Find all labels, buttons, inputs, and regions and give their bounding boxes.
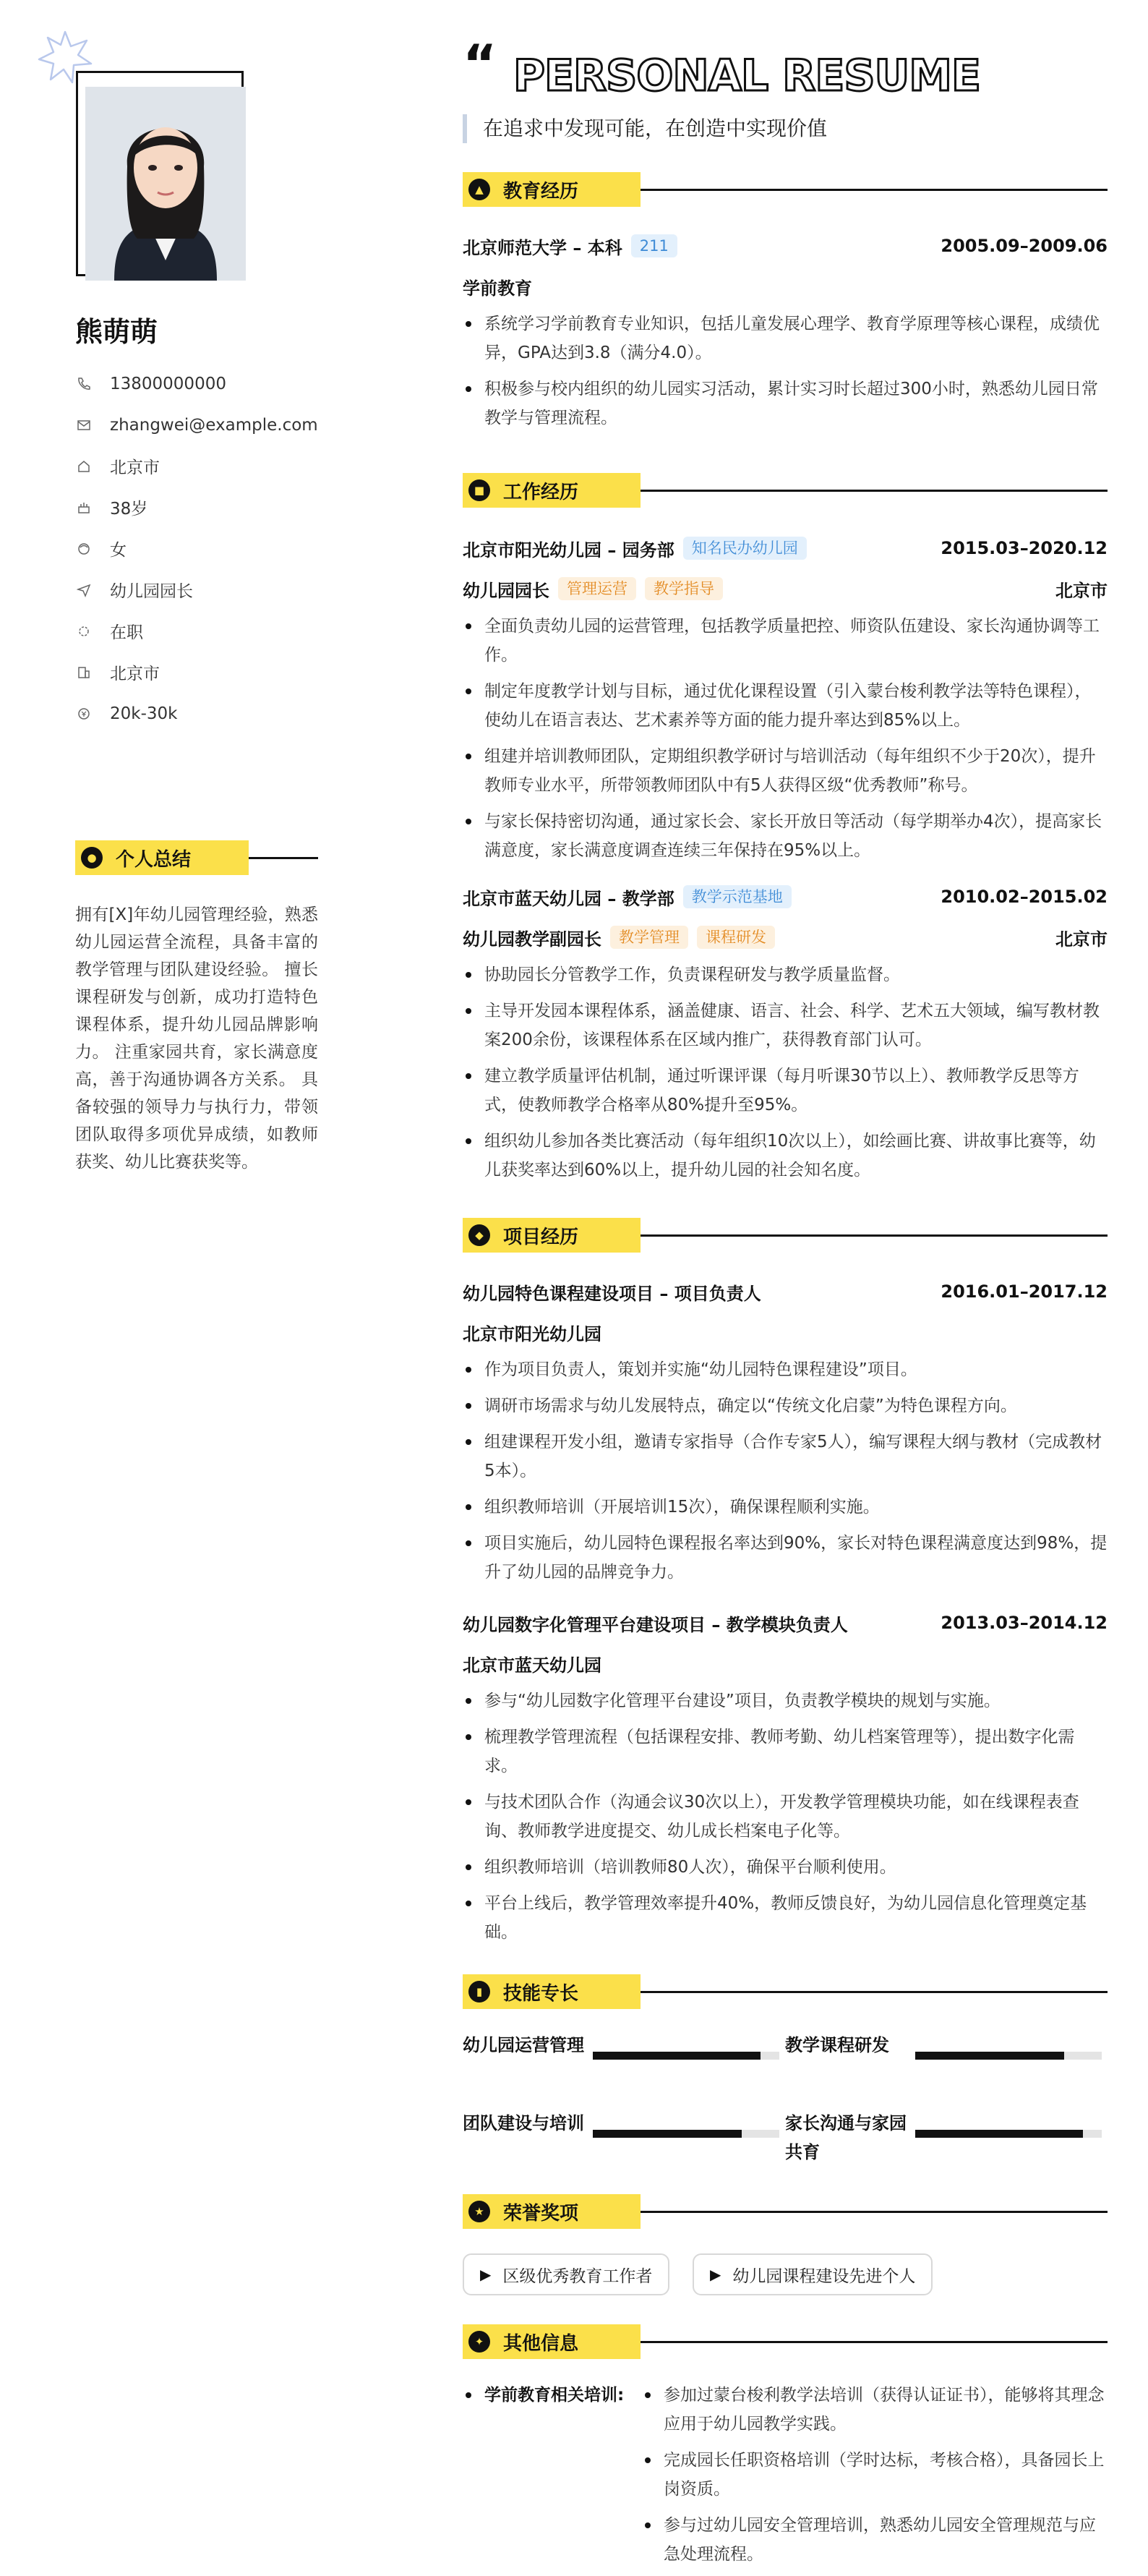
skill-item <box>463 2031 785 2103</box>
job-row <box>463 882 1108 911</box>
info-salary-value: 20k-30k <box>110 704 178 723</box>
divider <box>641 2341 1108 2343</box>
job-tag: 教学指导 <box>645 577 723 600</box>
award-icon: ★ <box>468 2201 490 2222</box>
skills-label <box>463 1974 641 2009</box>
project-name: 幼儿园数字化管理平台建设项目 – 教学模块负责人 <box>463 1614 848 1635</box>
job-city: 北京市 <box>1055 580 1108 601</box>
other-label-text <box>463 2381 651 2410</box>
honor-label: 幼儿园课程建设先进个人 <box>732 2266 916 2286</box>
other-bullets <box>642 2381 1108 2576</box>
divider <box>641 189 1108 191</box>
skill-name: 教学课程研发 <box>785 2035 889 2055</box>
list-item: 项目实施后，幼儿园特色课程报名率达到90%，家长对特色课程满意度达到98%，提升了幼儿园的品牌竞争力。 <box>463 1529 1108 1587</box>
bullet-dot <box>466 2392 471 2398</box>
job-org: 北京市阳光幼儿园 – 园务部 <box>463 539 674 560</box>
page-subtitle: 在追求中发现可能，在创造中实现价值 <box>463 114 827 143</box>
job-tag: 课程研发 <box>697 926 775 949</box>
person-icon: ● <box>81 847 103 869</box>
job-org: 北京市蓝天幼儿园 – 教学部 <box>463 888 674 909</box>
info-icon: ✦ <box>468 2331 490 2353</box>
info-email-value: zhangwei@example.com <box>110 415 318 435</box>
play-icon: ▶ <box>710 2266 721 2283</box>
list-item: 作为项目负责人，策划并实施“幼儿园特色课程建设”项目。 <box>463 1355 1108 1384</box>
education-section-header <box>463 172 1108 208</box>
project-row <box>463 1277 1108 1306</box>
job-bullets <box>463 612 1108 872</box>
honor-label: 区级优秀教育工作者 <box>502 2266 653 2286</box>
list-item: 协助园长分管教学工作，负责课程研发与教学质量监督。 <box>463 960 1108 989</box>
job-tag: 管理运营 <box>558 577 636 600</box>
avatar <box>85 87 246 281</box>
skill-bar-fill <box>593 2052 761 2060</box>
skills-section-header <box>463 1974 1108 2010</box>
list-item: 制定年度教学计划与目标，通过优化课程设置（引入蒙台梭利教学法等特色课程），使幼儿在语言表达、艺术素养等方面的能力提升率达到85%以上。 <box>463 677 1108 735</box>
play-icon: ▶ <box>480 2266 492 2283</box>
work-label <box>463 473 641 508</box>
info-status-value: 在职 <box>110 623 143 642</box>
list-item: 全面负责幼儿园的运营管理，包括教学质量把控、师资队伍建设、家长沟通协调等工作。 <box>463 612 1108 670</box>
sidebar <box>0 0 347 2576</box>
work-heading: 工作经历 <box>503 481 579 503</box>
graduation-cap-icon: ▲ <box>468 179 490 200</box>
info-salary <box>75 693 318 734</box>
briefcase-icon: ■ <box>468 479 490 501</box>
divider <box>249 857 318 859</box>
project-bullets <box>463 1355 1108 1594</box>
page-title: PERSONAL RESUME <box>513 51 980 101</box>
send-icon <box>75 581 93 599</box>
project-org: 北京市阳光幼儿园 <box>463 1323 601 1344</box>
skill-name: 幼儿园运营管理 <box>463 2035 584 2055</box>
honor-item <box>463 2253 669 2295</box>
list-item: 系统学习学前教育专业知识，包括儿童发展心理学、教育学原理等核心课程，成绩优异，GPA达到3.8（满分4.0）。 <box>463 310 1108 367</box>
skill-item <box>785 2109 1108 2181</box>
list-item: 参与“幼儿园数字化管理平台建设”项目，负责教学模块的规划与实施。 <box>463 1686 1108 1715</box>
work-section-header <box>463 473 1108 509</box>
info-position-value: 幼儿园园长 <box>110 582 193 601</box>
building-icon <box>75 664 93 681</box>
project-period: 2016.01–2017.12 <box>941 1281 1108 1302</box>
info-email <box>75 404 318 445</box>
skill-bar <box>915 2052 1102 2060</box>
divider <box>641 2211 1108 2213</box>
skill-bar-fill <box>593 2130 742 2138</box>
skill-bar-fill <box>915 2130 1083 2138</box>
info-status <box>75 610 318 652</box>
divider <box>641 490 1108 492</box>
job-row <box>463 534 1108 563</box>
list-item: 完成园长任职资格培训（学时达标，考核合格），具备园长上岗资质。 <box>642 2446 1108 2504</box>
honor-item <box>693 2253 933 2295</box>
divider <box>641 1234 1108 1237</box>
job-bullets <box>463 960 1108 1192</box>
skill-bar <box>593 2052 779 2060</box>
info-city-value: 北京市 <box>110 459 160 477</box>
list-item: 积极参与校内组织的幼儿园实习活动，累计实习时长超过300小时，熟悉幼儿园日常教学与管理流程。 <box>463 375 1108 432</box>
job-period: 2015.03–2020.12 <box>941 538 1108 558</box>
project-name: 幼儿园特色课程建设项目 – 项目负责人 <box>463 1283 761 1304</box>
summary-heading: 个人总结 <box>116 848 192 871</box>
education-period: 2005.09–2009.06 <box>941 236 1108 256</box>
other-heading: 其他信息 <box>503 2332 579 2355</box>
honors-section-header <box>463 2194 1108 2230</box>
other-category: 学前教育相关培训: <box>484 2386 625 2405</box>
project-bullets <box>463 1686 1108 1954</box>
list-item: 与技术团队合作（沟通会议30次以上），开发教学管理模块功能，如在线课程表查询、教师教学进度提交、幼儿成长档案电子化等。 <box>463 1788 1108 1846</box>
project-org: 北京市蓝天幼儿园 <box>463 1655 601 1676</box>
email-icon <box>75 417 93 434</box>
info-phone <box>75 363 318 404</box>
project-period: 2013.03–2014.12 <box>941 1613 1108 1633</box>
home-icon <box>75 458 93 475</box>
project-row <box>463 1608 1108 1637</box>
list-item: 建立教学质量评估机制，通过听课评课（每月听课30节以上）、教师教学反思等方式，使教师教学合格率从80%提升至95%。 <box>463 1062 1108 1119</box>
phone-icon <box>75 375 93 393</box>
info-gender-value: 女 <box>110 541 127 560</box>
job-tag: 教学管理 <box>610 926 688 949</box>
info-age <box>75 487 318 528</box>
other-label <box>463 2324 641 2359</box>
gender-icon <box>75 540 93 558</box>
projects-section-header <box>463 1218 1108 1254</box>
info-position <box>75 569 318 610</box>
job-role: 幼儿园教学副园长 <box>463 929 601 950</box>
skills-heading: 技能专长 <box>503 1982 579 2005</box>
project-org-row <box>463 1649 1108 1678</box>
job-org-tag: 教学示范基地 <box>683 885 792 908</box>
summary-section-header <box>75 840 318 877</box>
skill-item <box>463 2109 785 2181</box>
skill-name: 团队建设与培训 <box>463 2113 584 2133</box>
info-city <box>75 445 318 487</box>
info-age-value: 38岁 <box>110 500 148 519</box>
skill-bar <box>915 2130 1102 2138</box>
job-role-row <box>463 574 1108 603</box>
job-org-tag: 知名民办幼儿园 <box>683 537 807 560</box>
other-section-header <box>463 2324 1108 2360</box>
education-row <box>463 231 1108 260</box>
quote-icon: “ <box>463 33 497 94</box>
school-tag: 211 <box>631 234 677 257</box>
list-item: 参与过幼儿园安全管理培训，熟悉幼儿园安全管理规范与应急处理流程。 <box>642 2511 1108 2569</box>
education-label <box>463 172 641 207</box>
list-item: 组织幼儿参加各类比赛活动（每年组织10次以上），如绘画比赛、讲故事比赛等，幼儿获奖率达到60%以上，提升幼儿园的社会知名度。 <box>463 1127 1108 1185</box>
honors-heading: 荣誉奖项 <box>503 2202 579 2225</box>
job-role-row <box>463 923 1108 952</box>
list-item: 组建课程开发小组，邀请专家指导（合作专家5人），编写课程大纲与教材（完成教材5本）。 <box>463 1428 1108 1485</box>
education-heading: 教育经历 <box>503 180 579 202</box>
job-city: 北京市 <box>1055 929 1108 950</box>
list-item: 梳理教学管理流程（包括课程安排、教师考勤、幼儿档案管理等），提出数字化需求。 <box>463 1723 1108 1780</box>
list-item: 调研市场需求与幼儿发展特点，确定以“传统文化启蒙”为特色课程方向。 <box>463 1391 1108 1420</box>
skill-item <box>785 2031 1108 2103</box>
contact-info <box>75 363 318 734</box>
list-item: 组织教师培训（培训教师80人次），确保平台顺利使用。 <box>463 1853 1108 1882</box>
job-role: 幼儿园园长 <box>463 580 549 601</box>
list-item: 参加过蒙台梭利教学法培训（获得认证证书），能够将其理念应用于幼儿园教学实践。 <box>642 2381 1108 2439</box>
list-item: 平台上线后，教学管理效率提升40%，教师反馈良好，为幼儿园信息化管理奠定基础。 <box>463 1889 1108 1947</box>
skill-bar-fill <box>915 2052 1064 2060</box>
projects-label <box>463 1218 641 1253</box>
honors-list <box>463 2253 1108 2297</box>
info-gender <box>75 528 318 569</box>
salary-icon <box>75 705 93 722</box>
list-item: 与家长保持密切沟通，通过家长会、家长开放日等活动（每学期举办4次），提高家长满意度，家长满意度调查连续三年保持在95%以上。 <box>463 807 1108 865</box>
project-org-row <box>463 1318 1108 1347</box>
info-target-city-value: 北京市 <box>110 665 160 683</box>
status-icon <box>75 623 93 640</box>
info-target-city <box>75 652 318 693</box>
list-item: 组建并培训教师团队，定期组织教学研讨与培训活动（每年组织不少于20次），提升教师专业水平，所带领教师团队中有5人获得区级“优秀教师”称号。 <box>463 742 1108 800</box>
major-row <box>463 272 1108 301</box>
honors-label <box>463 2194 641 2229</box>
education-bullets <box>463 310 1108 440</box>
summary-label <box>75 840 249 875</box>
major: 学前教育 <box>463 278 532 299</box>
school-name: 北京师范大学 – 本科 <box>463 237 622 258</box>
skill-name: 家长沟通与家园共育 <box>785 2113 907 2162</box>
list-item: 主导开发园本课程体系，涵盖健康、语言、社会、科学、艺术五大领域，编写教材教案200余份，该课程体系在区域内推广，获得教育部门认可。 <box>463 997 1108 1054</box>
projects-heading: 项目经历 <box>503 1226 579 1248</box>
job-period: 2010.02–2015.02 <box>941 887 1108 907</box>
cake-icon <box>75 499 93 516</box>
skill-bar <box>593 2130 779 2138</box>
summary-text: 拥有[X]年幼儿园管理经验，熟悉幼儿园运营全流程，具备丰富的教学管理与团队建设经验。 擅长课程研发与创新，成功打造特色课程体系，提升幼儿园品牌影响力。 注重家园共育，家长满意度高，善于沟通协调各方关系。 具备较强的领导力与执行力，带领团队取得多项优异成绩，如教师获奖、幼儿比赛获奖等。 <box>75 905 318 1172</box>
list-item: 组织教师培训（开展培训15次），确保课程顺利实施。 <box>463 1493 1108 1522</box>
bar-chart-icon: ▮ <box>468 1981 490 2003</box>
grid-icon: ◆ <box>468 1224 490 1246</box>
info-phone-value: 13800000000 <box>110 374 226 393</box>
candidate-name: 熊萌萌 <box>75 316 158 348</box>
divider <box>641 1991 1108 1993</box>
